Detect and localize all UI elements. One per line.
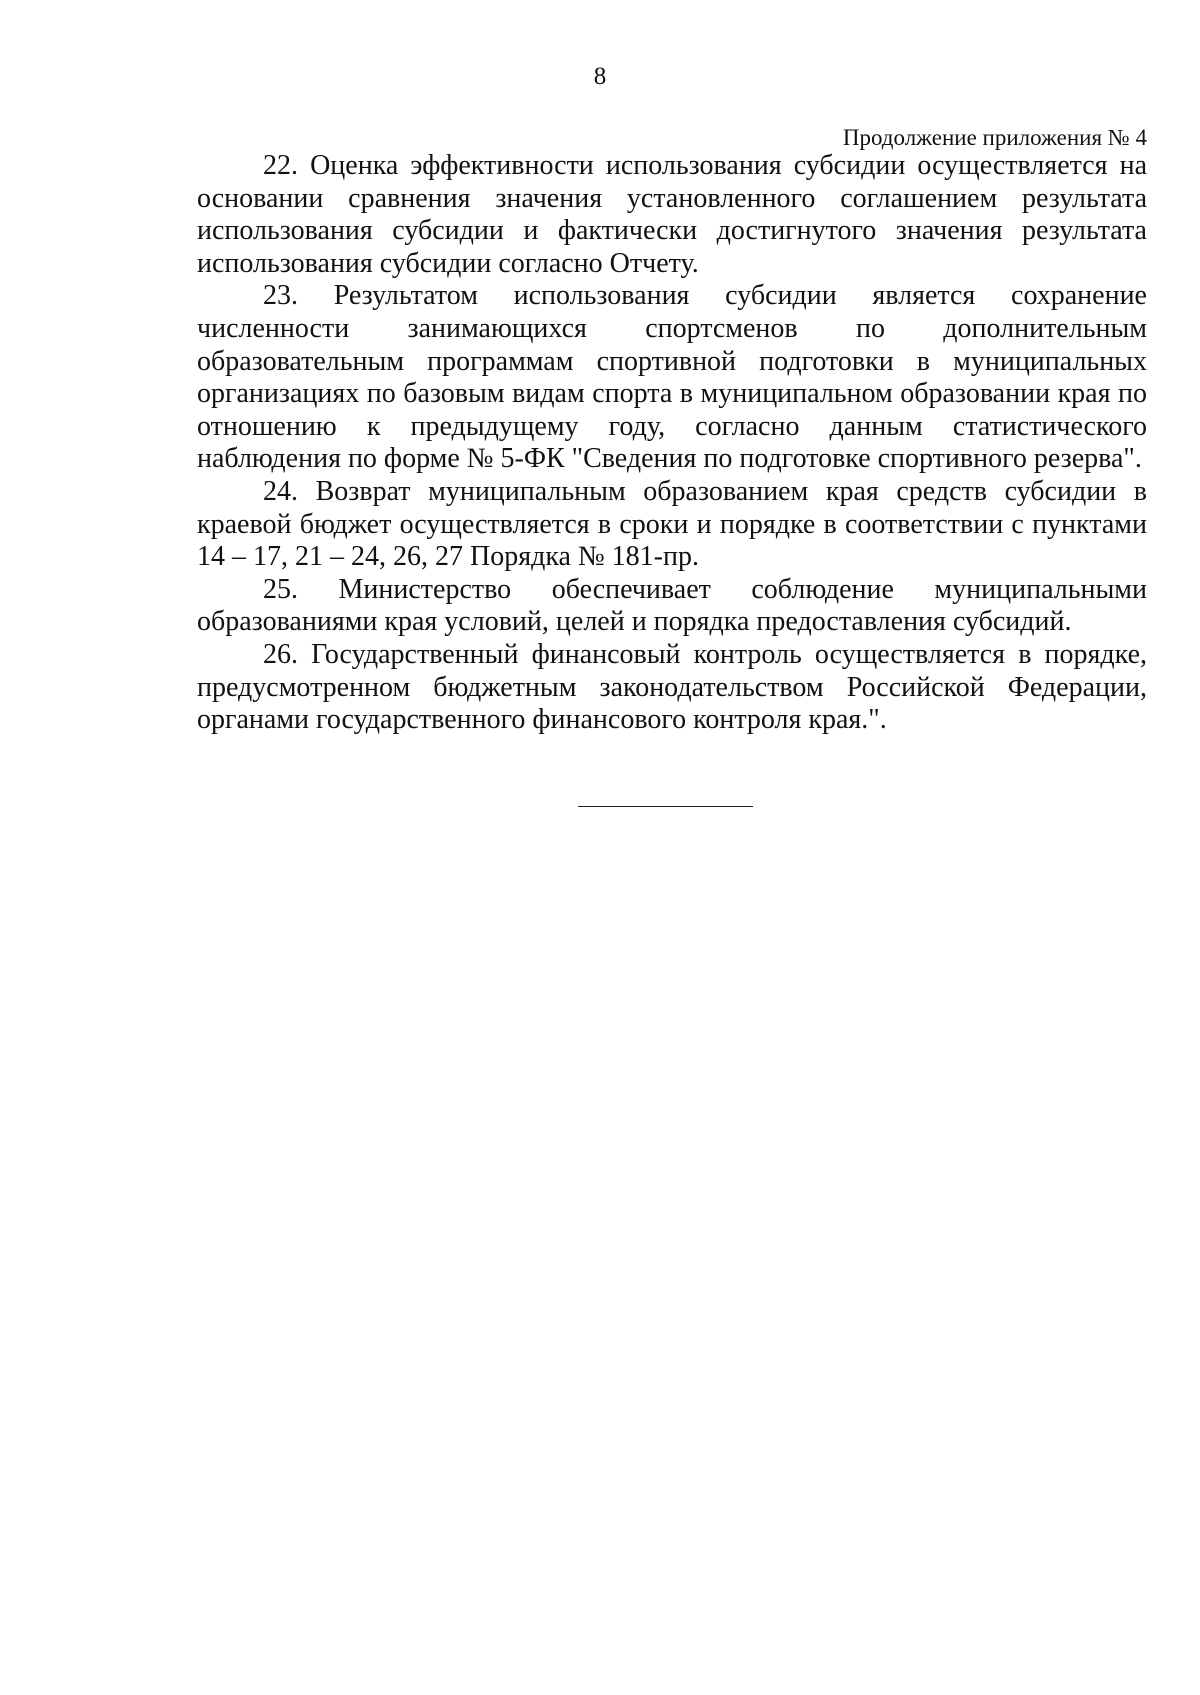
document-body bbox=[197, 150, 1147, 737]
appendix-continuation-note: Продолжение приложения № 4 bbox=[842, 125, 1147, 150]
paragraph-25: 25. Министерство обеспечивает соблюдение муниципальными образованиями края условий, целей и порядка предоставления субсидий. bbox=[197, 573, 1147, 638]
page-number: 8 bbox=[593, 63, 607, 90]
end-of-document-rule bbox=[578, 806, 753, 807]
paragraph-24: 24. Возврат муниципальным образованием края средств субсидии в краевой бюджет осуществляется в сроки и порядке в соответствии с пунктами 14 – 17, 21 – 24, 26, 27 Порядка № 181-пр. bbox=[197, 475, 1147, 573]
paragraph-26: 26. Государственный финансовый контроль осуществляется в порядке, предусмотренном бюджетным законодательством Российской Федерации, органами государственного финансового контроля края.". bbox=[197, 638, 1147, 736]
paragraph-22: 22. Оценка эффективности использования субсидии осуществляется на основании сравнения значения установленного соглашением результата использования субсидии и фактически достигнутого значения результата использования субсидии согласно Отчету. bbox=[197, 150, 1147, 279]
paragraph-23: 23. Результатом использования субсидии является сохранение численности занимающихся спортсменов по дополнительным образовательным программам спортивной подготовки в муниципальных организациях по базовым видам спорта в муниципальном образовании края по отношению к предыдущему году, согласно данным статистического наблюдения по форме № 5-ФК "Сведения по подготовке спортивного резерва". bbox=[197, 280, 1147, 475]
